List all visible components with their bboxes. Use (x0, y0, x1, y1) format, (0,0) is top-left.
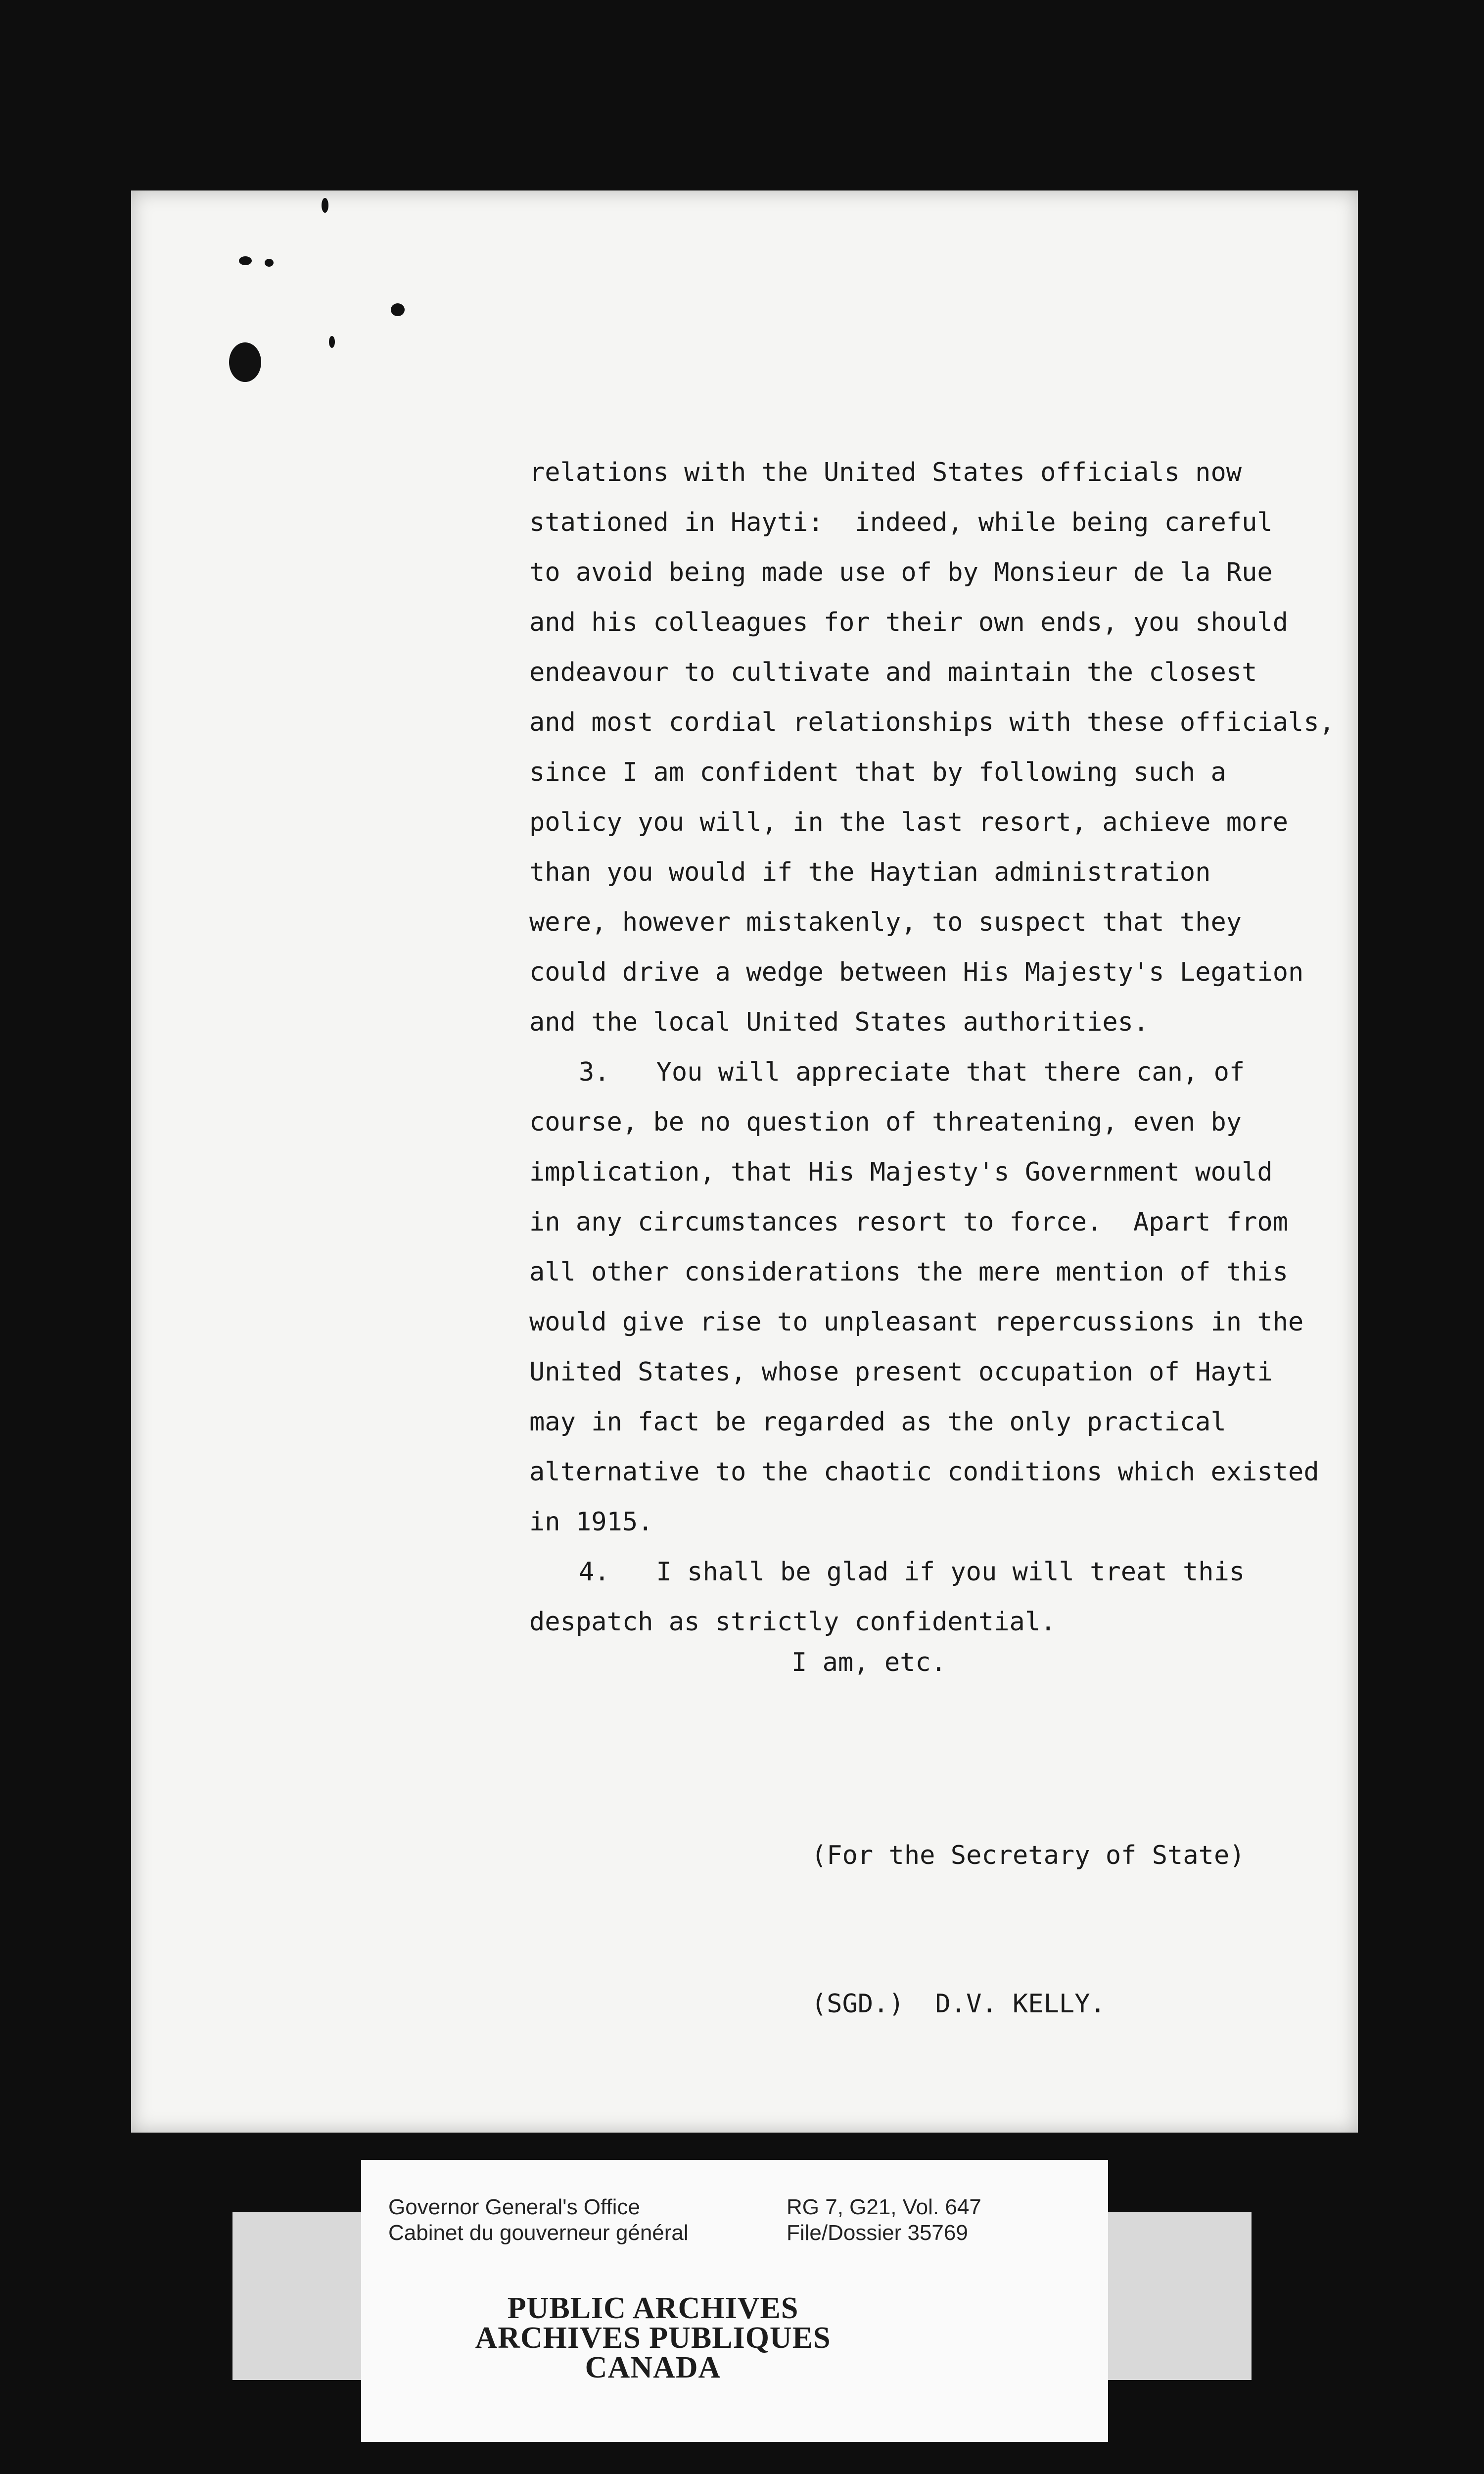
reference-block (787, 2194, 981, 2246)
text-line: implication, that His Majesty's Government would (529, 1157, 1273, 1187)
text-line: 3. You will appreciate that there can, of (579, 1057, 1245, 1087)
text-line: alternative to the chaotic conditions which existed (529, 1457, 1319, 1487)
text-line: all other considerations the mere mention of this (529, 1257, 1289, 1287)
text-line: despatch as strictly confidential. (529, 1607, 1056, 1637)
text-line: and his colleagues for their own ends, you should (529, 608, 1289, 637)
text-line: and the local United States authorities. (529, 1007, 1149, 1037)
text-line: 4. I shall be glad if you will treat this (579, 1557, 1245, 1587)
text-line: course, be no question of threatening, even by (529, 1107, 1242, 1137)
ink-speck (329, 336, 335, 348)
text-line: could drive a wedge between His Majesty's Legation (529, 957, 1304, 987)
text-line: endeavour to cultivate and maintain the closest (529, 658, 1257, 687)
signature-block (811, 1732, 1245, 2128)
text-line: were, however mistakenly, to suspect that they (529, 907, 1242, 937)
signature-on-behalf: (For the Secretary of State) (811, 1841, 1245, 1870)
archive-label (361, 2160, 1108, 2442)
text-line: United States, whose present occupation of Hayti (529, 1357, 1273, 1387)
text-line: to avoid being made use of by Monsieur de la Rue (529, 558, 1273, 587)
paragraph-3 (529, 1047, 1341, 1547)
stamp-line-country: CANADA (585, 2351, 721, 2384)
stamp-line-english: PUBLIC ARCHIVES (507, 2291, 799, 2325)
file-number: File/Dossier 35769 (787, 2221, 968, 2245)
letter-body (529, 448, 1341, 1647)
signature-name: (SGD.) D.V. KELLY. (811, 1989, 1106, 2019)
text-line: stationed in Hayti: indeed, while being careful (529, 508, 1273, 537)
stamp-line-french: ARCHIVES PUBLIQUES (475, 2321, 831, 2355)
ink-speck (239, 256, 252, 265)
ink-speck (265, 259, 274, 267)
text-line: relations with the United States officials now (529, 458, 1242, 487)
paragraph-2-continuation (529, 448, 1341, 1047)
closing-line: I am, etc. (791, 1648, 947, 1677)
text-line: since I am confident that by following such a (529, 758, 1226, 787)
text-line: than you would if the Haytian administration (529, 857, 1211, 887)
text-line: in 1915. (529, 1507, 653, 1537)
text-line: would give rise to unpleasant repercussions in the (529, 1307, 1304, 1337)
text-line: may in fact be regarded as the only practical (529, 1407, 1226, 1437)
text-line: policy you will, in the last resort, achieve more (529, 808, 1289, 837)
public-archives-stamp (361, 2293, 945, 2382)
office-english: Governor General's Office (388, 2195, 640, 2219)
ink-speck (322, 198, 328, 213)
ink-blot (229, 342, 261, 382)
text-line: in any circumstances resort to force. Apart from (529, 1207, 1289, 1237)
office-french: Cabinet du gouverneur général (388, 2221, 689, 2245)
record-group-reference: RG 7, G21, Vol. 647 (787, 2195, 981, 2219)
text-line: and most cordial relationships with these officials, (529, 708, 1335, 737)
ink-speck (391, 303, 405, 316)
office-block (388, 2194, 689, 2246)
paragraph-4 (529, 1547, 1341, 1647)
